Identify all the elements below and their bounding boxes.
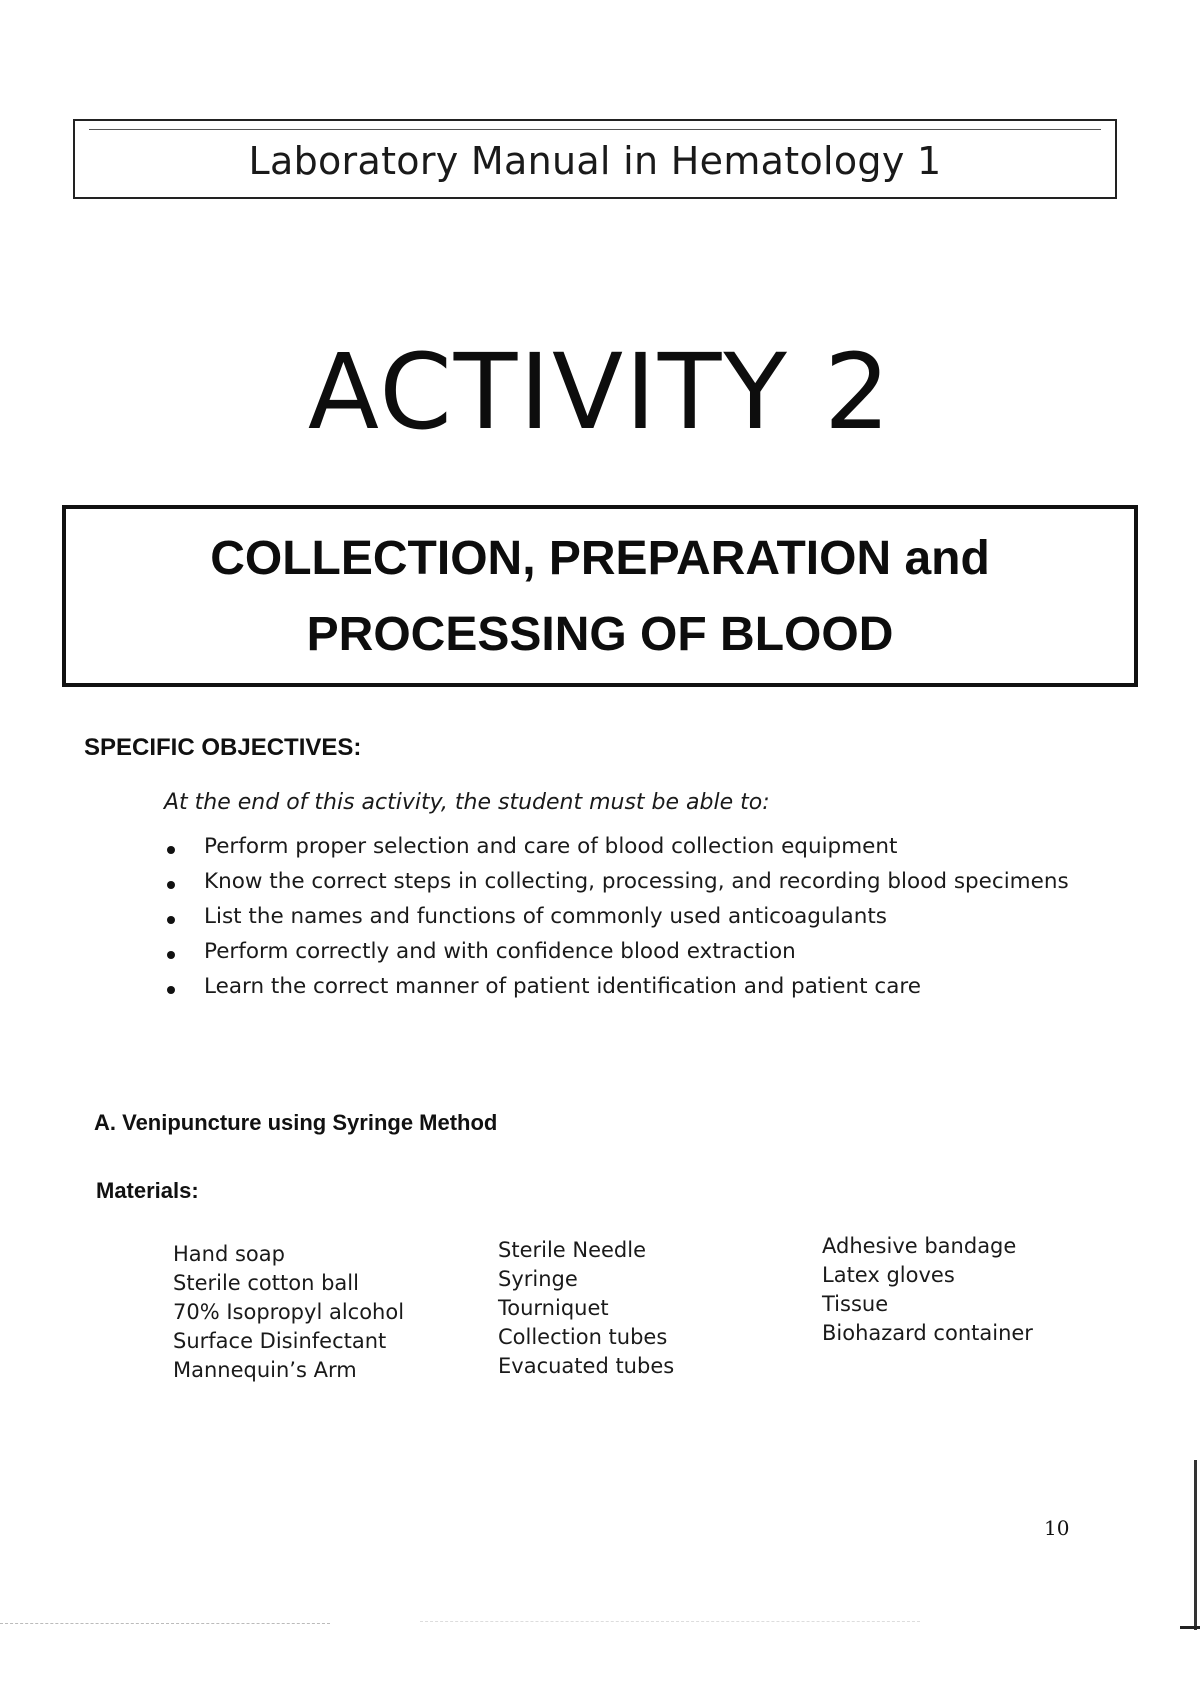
activity-title-line-1: COLLECTION, PREPARATION and <box>210 532 990 585</box>
material-item: Evacuated tubes <box>498 1354 675 1378</box>
scan-edge-mark <box>1194 1460 1197 1630</box>
material-item: Surface Disinfectant <box>173 1329 387 1353</box>
objective-item <box>164 939 1069 974</box>
objectives-list <box>164 834 1069 1009</box>
objective-item <box>164 974 1069 1009</box>
objective-item <box>164 834 1069 869</box>
header-box <box>73 119 1117 199</box>
material-item: Latex gloves <box>822 1263 955 1287</box>
bullet-icon <box>167 881 175 889</box>
material-item: Hand soap <box>173 1242 285 1266</box>
bullet-icon <box>167 986 175 994</box>
material-item: 70% Isopropyl alcohol <box>173 1300 405 1324</box>
bullet-icon <box>167 846 175 854</box>
activity-title-line-2: PROCESSING OF BLOOD <box>306 608 894 661</box>
scan-edge-mark <box>1180 1626 1200 1629</box>
section-a-heading: A. Venipuncture using Syringe Method <box>94 1110 498 1135</box>
material-item: Sterile cotton ball <box>173 1271 359 1295</box>
bullet-icon <box>167 916 175 924</box>
material-item: Biohazard container <box>822 1321 1033 1345</box>
page-number: 10 <box>1044 1516 1070 1540</box>
activity-title-box <box>62 505 1138 687</box>
material-item: Sterile Needle <box>498 1238 647 1262</box>
header-rule <box>89 129 1101 130</box>
objective-item <box>164 904 1069 939</box>
material-item: Syringe <box>498 1267 578 1291</box>
bullet-icon <box>167 951 175 959</box>
objectives-intro: At the end of this activity, the student must be able to: <box>164 790 770 815</box>
materials-column-1 <box>173 1242 404 1387</box>
objective-text: Perform correctly and with confidence blood extraction <box>204 939 796 964</box>
scan-artifact <box>0 1623 330 1624</box>
materials-heading: Materials: <box>96 1178 199 1203</box>
objective-text: Learn the correct manner of patient identification and patient care <box>204 974 921 999</box>
material-item: Tourniquet <box>498 1296 609 1320</box>
activity-heading: ACTIVITY 2 <box>307 331 893 453</box>
objective-text: Know the correct steps in collecting, processing, and recording blood specimens <box>204 869 1069 894</box>
materials-column-3 <box>822 1234 1033 1350</box>
materials-column-2 <box>498 1238 674 1383</box>
objectives-heading: SPECIFIC OBJECTIVES: <box>84 734 362 761</box>
material-item: Tissue <box>822 1292 889 1316</box>
material-item: Adhesive bandage <box>822 1234 1017 1258</box>
objective-text: Perform proper selection and care of blood collection equipment <box>204 834 898 859</box>
objective-item <box>164 869 1069 904</box>
material-item: Mannequin’s Arm <box>173 1358 357 1382</box>
objective-text: List the names and functions of commonly used anticoagulants <box>204 904 887 929</box>
manual-title: Laboratory Manual in Hematology 1 <box>248 139 942 183</box>
scan-artifact <box>420 1621 920 1622</box>
material-item: Collection tubes <box>498 1325 668 1349</box>
